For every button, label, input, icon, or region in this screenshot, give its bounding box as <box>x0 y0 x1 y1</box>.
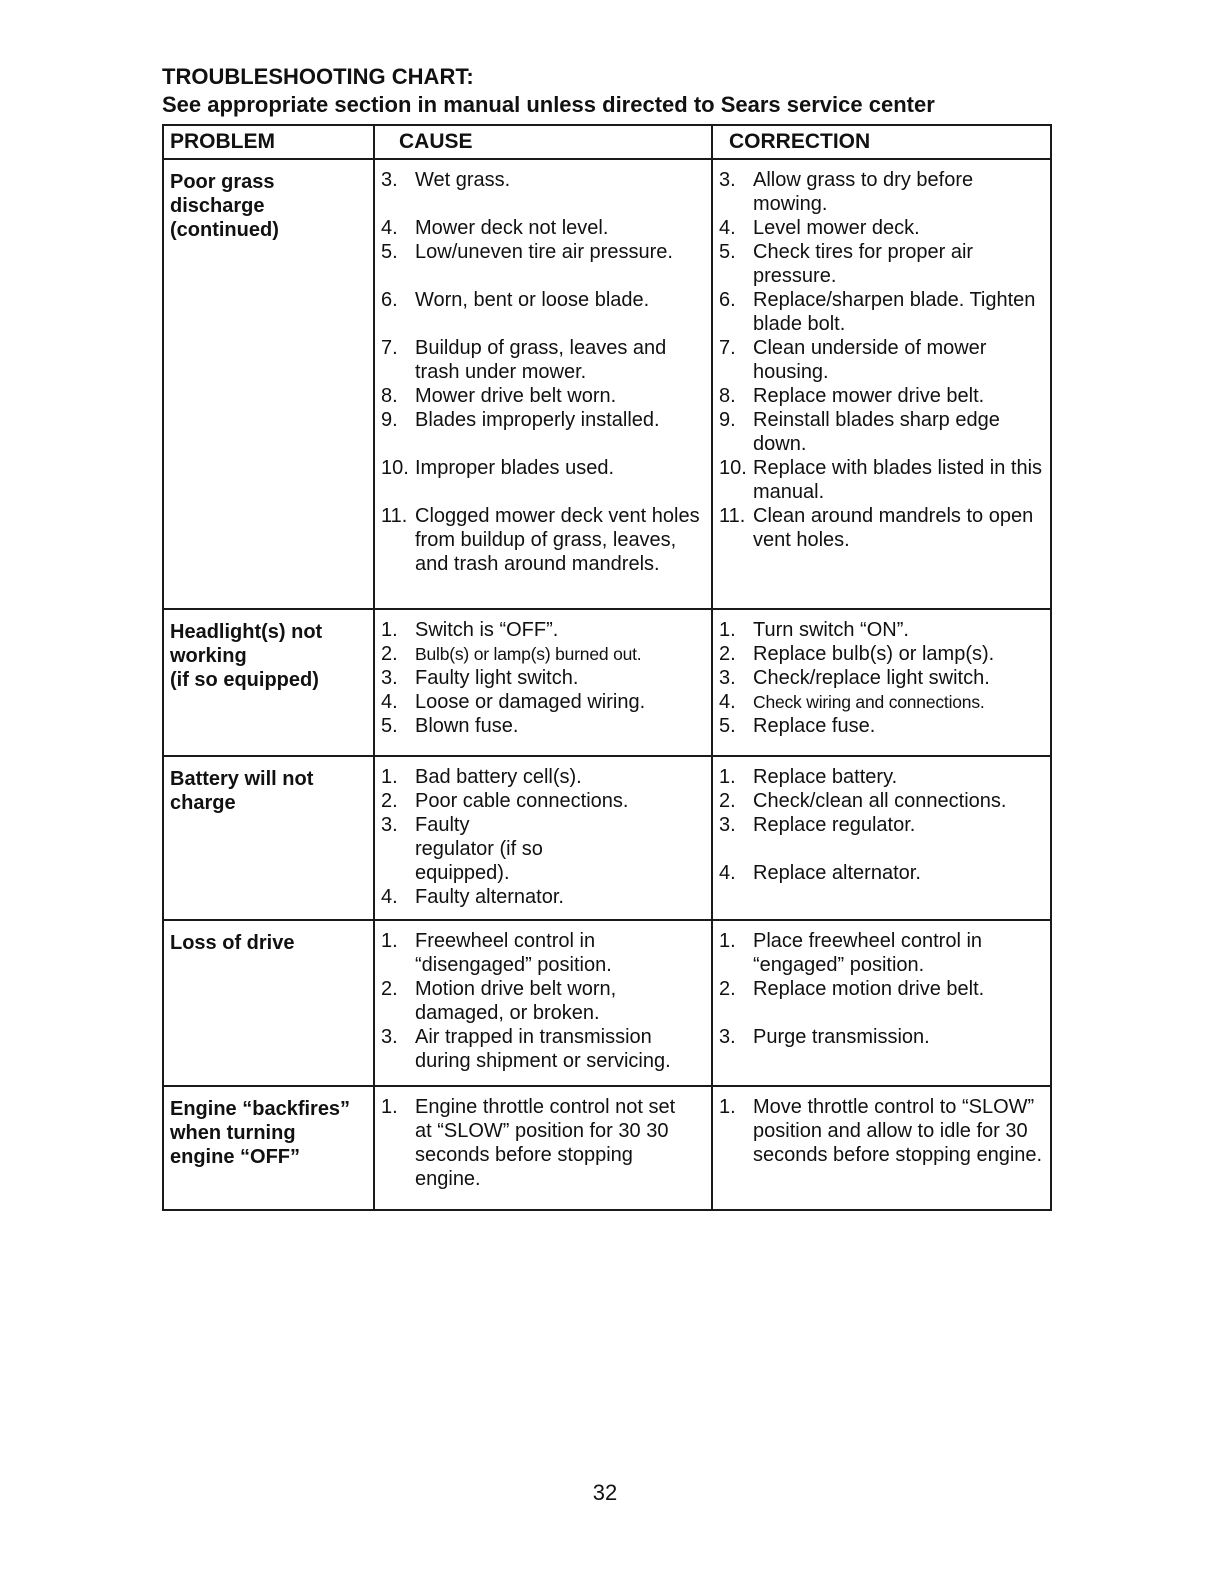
problem-text: working <box>170 645 247 667</box>
item-text: Worn, bent or loose blade. <box>415 289 650 311</box>
item-text: Blown fuse. <box>415 715 519 737</box>
correction-cell <box>712 920 1051 1086</box>
item-number: 2. <box>381 790 398 812</box>
item-number: 1. <box>381 766 398 788</box>
list-item <box>381 885 709 909</box>
list-item <box>381 240 709 264</box>
list-item <box>719 168 1048 216</box>
list-item <box>719 813 1048 837</box>
correction-cell <box>712 756 1051 920</box>
problem-text: engine “OFF” <box>170 1146 300 1168</box>
list-item <box>381 813 551 885</box>
item-text: Buildup of grass, leaves and trash under mower. <box>415 337 667 383</box>
problem-cell <box>163 159 374 609</box>
list-item <box>381 384 709 408</box>
list-item <box>719 714 1048 738</box>
list-item <box>381 714 709 738</box>
list-item <box>719 789 1048 813</box>
item-text: Poor cable connections. <box>415 790 629 812</box>
header-cause: CAUSE <box>374 125 712 159</box>
item-number: 5. <box>381 715 398 737</box>
item-text: Replace motion drive belt. <box>753 978 985 1000</box>
correction-cell <box>712 159 1051 609</box>
item-text: Clogged mower deck vent holes from buildup of grass, leaves, and trash around mandrels. <box>415 505 700 575</box>
list-item <box>381 666 709 690</box>
list-item <box>381 504 709 576</box>
item-number: 3. <box>719 667 736 689</box>
list-item <box>381 618 709 642</box>
item-text: Replace regulator. <box>753 814 916 836</box>
item-number: 1. <box>381 1096 398 1118</box>
list-item <box>381 690 709 714</box>
item-text: Allow grass to dry before mowing. <box>753 169 974 215</box>
list-item <box>719 666 1048 690</box>
list-item <box>719 336 1048 384</box>
list-item <box>381 789 709 813</box>
list-item <box>719 504 1048 552</box>
item-number: 4. <box>719 862 736 884</box>
item-text: Engine throttle control not set at “SLOW” position for 30 30 seconds before stopping engine. <box>415 1096 676 1190</box>
header-problem: PROBLEM <box>163 125 374 159</box>
header-correction: CORRECTION <box>712 125 1051 159</box>
item-text: Reinstall blades sharp edge down. <box>753 409 1000 455</box>
item-text: Level mower deck. <box>753 217 920 239</box>
problem-text: Headlight(s) not <box>170 621 323 643</box>
item-text: Wet grass. <box>415 169 511 191</box>
problem-text: Loss of drive <box>170 932 295 954</box>
correction-cell <box>712 1086 1051 1210</box>
item-text: Loose or damaged wiring. <box>415 691 646 713</box>
item-text: Motion drive belt worn, damaged, or broken. <box>415 978 617 1024</box>
item-text: Check/clean all connections. <box>753 790 1007 812</box>
problem-text: Battery will not <box>170 768 314 790</box>
item-number: 6. <box>719 289 736 311</box>
item-text: Blades improperly installed. <box>415 409 660 431</box>
problem-cell <box>163 609 374 756</box>
item-text: Replace bulb(s) or lamp(s). <box>753 643 995 665</box>
item-text: Move throttle control to “SLOW” position and allow to idle for 30 seconds before stopping engine. <box>753 1096 1043 1166</box>
list-item <box>719 456 1048 504</box>
troubleshooting-table <box>162 124 1052 1211</box>
problem-text: discharge <box>170 195 265 217</box>
item-number: 3. <box>719 814 736 836</box>
item-number: 1. <box>381 930 398 952</box>
list-item <box>719 929 1048 977</box>
list-item <box>719 618 1048 642</box>
list-item <box>719 765 1048 789</box>
table-row <box>163 609 1051 756</box>
table-row <box>163 756 1051 920</box>
table-row <box>163 1086 1051 1210</box>
header-row <box>163 125 1051 159</box>
item-number: 4. <box>719 217 736 239</box>
item-text: Faulty regulator (if so equipped). <box>415 814 543 884</box>
item-number: 3. <box>719 1026 736 1048</box>
page-number: 32 <box>592 1480 618 1505</box>
item-number: 5. <box>381 241 398 263</box>
item-text: Air trapped in transmission during shipment or servicing. <box>415 1026 671 1072</box>
list-item <box>381 168 709 192</box>
item-text: Turn switch “ON”. <box>753 619 909 641</box>
item-text: Purge transmission. <box>753 1026 930 1048</box>
problem-text: when turning <box>170 1122 296 1144</box>
problem-text: Poor grass <box>170 171 275 193</box>
list-item <box>719 408 1048 456</box>
list-item <box>381 929 709 977</box>
item-text: Freewheel control in “disengaged” position. <box>415 930 612 976</box>
problem-text: (if so equipped) <box>170 669 319 691</box>
problem-text: (continued) <box>170 219 279 241</box>
item-number: 1. <box>719 619 736 641</box>
problem-text: charge <box>170 792 236 814</box>
item-number: 7. <box>381 337 398 359</box>
item-number: 9. <box>719 409 736 431</box>
list-item <box>719 384 1048 408</box>
item-text: Mower drive belt worn. <box>415 385 617 407</box>
list-item <box>719 240 1048 288</box>
item-text: Bad battery cell(s). <box>415 766 582 788</box>
item-text: Replace with blades listed in this manual. <box>753 457 1043 503</box>
list-item <box>381 977 709 1025</box>
list-item <box>381 456 709 480</box>
item-text: Check wiring and connections. <box>753 692 985 712</box>
item-number: 2. <box>381 643 398 665</box>
correction-cell <box>712 609 1051 756</box>
item-number: 9. <box>381 409 398 431</box>
item-text: Replace battery. <box>753 766 898 788</box>
item-number: 3. <box>381 814 398 836</box>
item-text: Improper blades used. <box>415 457 615 479</box>
item-number: 2. <box>381 978 398 1000</box>
problem-cell <box>163 1086 374 1210</box>
item-number: 1. <box>719 1096 736 1118</box>
table-row <box>163 159 1051 609</box>
item-text: Low/uneven tire air pressure. <box>415 241 673 263</box>
list-item <box>719 216 1048 240</box>
item-number: 1. <box>381 619 398 641</box>
list-item <box>719 1095 1048 1167</box>
item-number: 2. <box>719 790 736 812</box>
cause-cell <box>374 920 712 1086</box>
item-number: 6. <box>381 289 398 311</box>
problem-cell <box>163 920 374 1086</box>
item-number: 10. <box>719 457 747 479</box>
item-number: 3. <box>381 169 398 191</box>
list-item <box>719 642 1048 666</box>
item-text: Clean underside of mower housing. <box>753 337 987 383</box>
item-number: 3. <box>381 667 398 689</box>
item-number: 11. <box>381 505 408 527</box>
cause-cell <box>374 1086 712 1210</box>
item-text: Mower deck not level. <box>415 217 609 239</box>
item-number: 8. <box>719 385 736 407</box>
item-number: 3. <box>719 169 736 191</box>
item-text: Bulb(s) or lamp(s) burned out. <box>415 644 642 664</box>
item-number: 2. <box>719 978 736 1000</box>
item-text: Faulty light switch. <box>415 667 579 689</box>
problem-text: Engine “backfires” <box>170 1098 351 1120</box>
item-number: 1. <box>719 930 736 952</box>
cause-cell <box>374 159 712 609</box>
item-text: Replace fuse. <box>753 715 876 737</box>
cause-cell <box>374 756 712 920</box>
item-number: 10. <box>381 457 409 479</box>
list-item <box>719 1025 1048 1049</box>
item-number: 4. <box>719 691 736 713</box>
item-number: 5. <box>719 241 736 263</box>
list-item <box>381 765 709 789</box>
list-item <box>381 336 709 384</box>
item-text: Place freewheel control in “engaged” position. <box>753 930 983 976</box>
item-number: 4. <box>381 886 398 908</box>
list-item <box>719 288 1048 336</box>
item-text: Faulty alternator. <box>415 886 564 908</box>
list-item <box>719 977 1048 1001</box>
list-item <box>381 642 709 666</box>
list-item <box>719 861 1048 885</box>
item-text: Check/replace light switch. <box>753 667 990 689</box>
item-number: 11. <box>719 505 746 527</box>
item-number: 5. <box>719 715 736 737</box>
list-item <box>719 690 1048 714</box>
item-number: 4. <box>381 691 398 713</box>
list-item <box>381 216 709 240</box>
list-item <box>381 408 709 432</box>
item-number: 8. <box>381 385 398 407</box>
list-item <box>381 288 709 312</box>
item-text: Clean around mandrels to open vent holes. <box>753 505 1034 551</box>
item-text: Check tires for proper air pressure. <box>753 241 974 287</box>
item-number: 2. <box>719 643 736 665</box>
problem-cell <box>163 756 374 920</box>
chart-title: TROUBLESHOOTING CHART: <box>162 64 474 89</box>
cause-cell <box>374 609 712 756</box>
list-item <box>381 1095 681 1191</box>
item-number: 4. <box>381 217 398 239</box>
list-item <box>381 1025 709 1073</box>
table-row <box>163 920 1051 1086</box>
item-text: Replace alternator. <box>753 862 921 884</box>
item-number: 1. <box>719 766 736 788</box>
item-number: 7. <box>719 337 736 359</box>
chart-subtitle: See appropriate section in manual unless directed to Sears service center <box>162 92 935 117</box>
item-number: 3. <box>381 1026 398 1048</box>
item-text: Replace mower drive belt. <box>753 385 985 407</box>
item-text: Switch is “OFF”. <box>415 619 559 641</box>
item-text: Replace/sharpen blade. Tighten blade bolt. <box>753 289 1036 335</box>
